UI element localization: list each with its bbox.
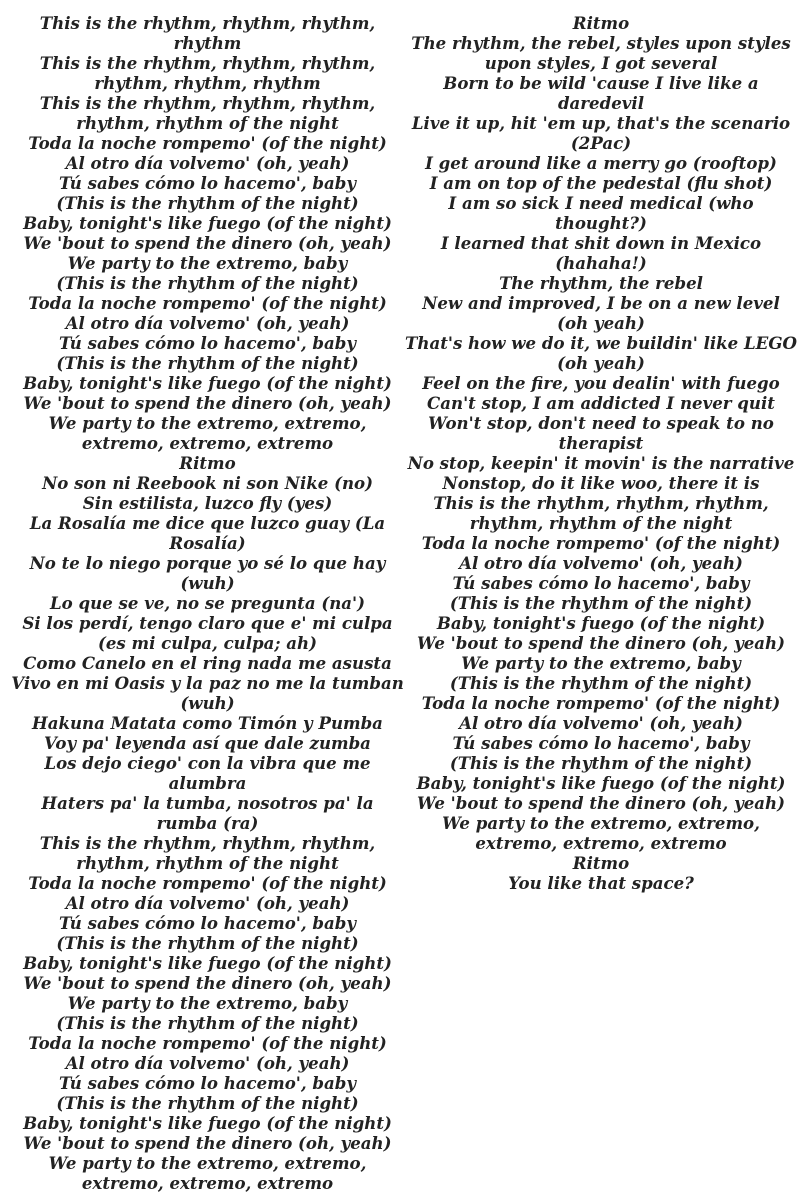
lyric-line: The rhythm, the rebel, styles upon styles upon styles, I got several [411,33,791,73]
lyric-line: Sin estilista, luzco fly (yes) [82,493,333,513]
lyric-line: Toda la noche rompemo' (of the night) [28,133,387,153]
lyric-line: Toda la noche rompemo' (of the night) [421,693,781,713]
lyric-line: Baby, tonight's like fuego (of the night) [23,213,392,233]
lyric-line: Hakuna Matata como Timón y Pumba [32,713,383,733]
lyric-line: We 'bout to spend the dinero (oh, yeah) [23,233,392,253]
lyric-line: Vivo en mi Oasis y la paz no me la tumban (wuh) [11,673,404,713]
lyrics-column-right [405,13,797,893]
lyric-line: Haters pa' la tumba, nosotros pa' la rumba (ra) [41,793,374,833]
lyric-line: Como Canelo en el ring nada me asusta [23,653,392,673]
lyric-line: (This is the rhythm of the night) [56,1093,359,1113]
lyric-line: (This is the rhythm of the night) [56,273,359,293]
lyric-line: We party to the extremo, extremo, extremo, extremo, extremo [48,1153,367,1193]
lyric-line: We 'bout to spend the dinero (oh, yeah) [23,393,392,413]
lyric-line: Al otro día volvemo' (oh, yeah) [65,893,350,913]
lyric-line: Baby, tonight's like fuego (of the night) [23,373,392,393]
lyric-line: Baby, tonight's like fuego (of the night) [23,953,392,973]
lyric-line: Si los perdí, tengo claro que e' mi culpa (es mi culpa, culpa; ah) [22,613,393,653]
lyric-line: Los dejo ciego' con la vibra que me alumbra [44,753,371,793]
lyric-line: Toda la noche rompemo' (of the night) [28,293,387,313]
lyric-line: Al otro día volvemo' (oh, yeah) [459,713,743,733]
lyric-line: Baby, tonight's fuego (of the night) [436,613,766,633]
lyric-line: (This is the rhythm of the night) [56,353,359,373]
lyric-line: Voy pa' leyenda así que dale zumba [44,733,371,753]
lyric-line: We 'bout to spend the dinero (oh, yeah) [417,793,785,813]
lyric-line: Won't stop, don't need to speak to no therapist [428,413,774,453]
lyric-line: Al otro día volvemo' (oh, yeah) [459,553,743,573]
lyric-line: (This is the rhythm of the night) [56,193,359,213]
lyric-line: This is the rhythm, rhythm, rhythm, rhythm, rhythm of the night [433,493,769,533]
lyrics-column-left [10,13,405,1193]
lyric-line: Toda la noche rompemo' (of the night) [28,873,387,893]
lyric-line: We party to the extremo, baby [67,993,348,1013]
lyric-line: (This is the rhythm of the night) [56,933,359,953]
lyric-line: We party to the extremo, baby [461,653,741,673]
lyric-line: (This is the rhythm of the night) [449,673,753,693]
lyric-line: Tú sabes cómo lo hacemo', baby [58,913,357,933]
lyric-line: I learned that shit down in Mexico (hahaha!) [440,233,762,273]
lyric-line: Toda la noche rompemo' (of the night) [421,533,781,553]
lyric-line: We 'bout to spend the dinero (oh, yeah) [417,633,785,653]
lyric-line: Feel on the fire, you dealin' with fuego [422,373,780,393]
lyric-line: The rhythm, the rebel [499,273,703,293]
lyric-line: (This is the rhythm of the night) [449,593,753,613]
lyric-line: Tú sabes cómo lo hacemo', baby [58,173,357,193]
lyric-line: No te lo niego porque yo sé lo que hay (wuh) [29,553,386,593]
lyric-line: I am on top of the pedestal (flu shot) [429,173,773,193]
lyric-line: We party to the extremo, baby [67,253,348,273]
lyric-line: I get around like a merry go (rooftop) [425,153,777,173]
lyric-line: This is the rhythm, rhythm, rhythm, rhythm, rhythm of the night [39,93,376,133]
lyric-line: Ritmo [572,13,630,33]
lyric-line: No son ni Reebook ni son Nike (no) [42,473,373,493]
lyric-line: Can't stop, I am addicted I never quit [427,393,775,413]
lyric-line: This is the rhythm, rhythm, rhythm, rhythm, rhythm, rhythm [39,53,376,93]
lyric-line: La Rosalía me dice que luzco guay (La Rosalía) [29,513,386,553]
lyric-line: Toda la noche rompemo' (of the night) [28,1033,387,1053]
lyric-line: Baby, tonight's like fuego (of the night) [23,1113,392,1133]
lyric-line: Tú sabes cómo lo hacemo', baby [58,1073,357,1093]
lyric-line: Lo que se ve, no se pregunta (na') [50,593,365,613]
lyric-line: We party to the extremo, extremo, extremo, extremo, extremo [442,813,760,853]
lyric-line: This is the rhythm, rhythm, rhythm, rhythm, rhythm of the night [39,833,376,873]
lyric-line: Tú sabes cómo lo hacemo', baby [452,573,750,593]
lyric-line: That's how we do it, we buildin' like LEGO (oh yeah) [405,333,797,373]
lyric-line: Tú sabes cómo lo hacemo', baby [58,333,357,353]
lyric-line: Born to be wild 'cause I live like a daredevil [443,73,759,113]
lyric-line: Tú sabes cómo lo hacemo', baby [452,733,750,753]
lyric-line: I am so sick I need medical (who thought?) [448,193,754,233]
lyric-line: (This is the rhythm of the night) [56,1013,359,1033]
lyric-line: Ritmo [572,853,630,873]
lyric-line: Nonstop, do it like woo, there it is [442,473,760,493]
lyric-line: We 'bout to spend the dinero (oh, yeah) [23,1133,392,1153]
lyric-line: Live it up, hit 'em up, that's the scenario (2Pac) [411,113,791,153]
lyric-line: (This is the rhythm of the night) [449,753,753,773]
lyric-line: We party to the extremo, extremo, extremo, extremo, extremo [48,413,367,453]
lyric-line: Baby, tonight's like fuego (of the night) [416,773,786,793]
lyric-line: Al otro día volvemo' (oh, yeah) [65,153,350,173]
lyric-line: New and improved, I be on a new level (oh yeah) [422,293,780,333]
lyric-line: This is the rhythm, rhythm, rhythm, rhythm [39,13,376,53]
lyric-line: Ritmo [179,453,236,473]
lyric-line: You like that space? [508,873,694,893]
lyric-line: Al otro día volvemo' (oh, yeah) [65,1053,350,1073]
lyric-line: No stop, keepin' it movin' is the narrative [407,453,795,473]
lyric-line: Al otro día volvemo' (oh, yeah) [65,313,350,333]
lyric-line: We 'bout to spend the dinero (oh, yeah) [23,973,392,993]
